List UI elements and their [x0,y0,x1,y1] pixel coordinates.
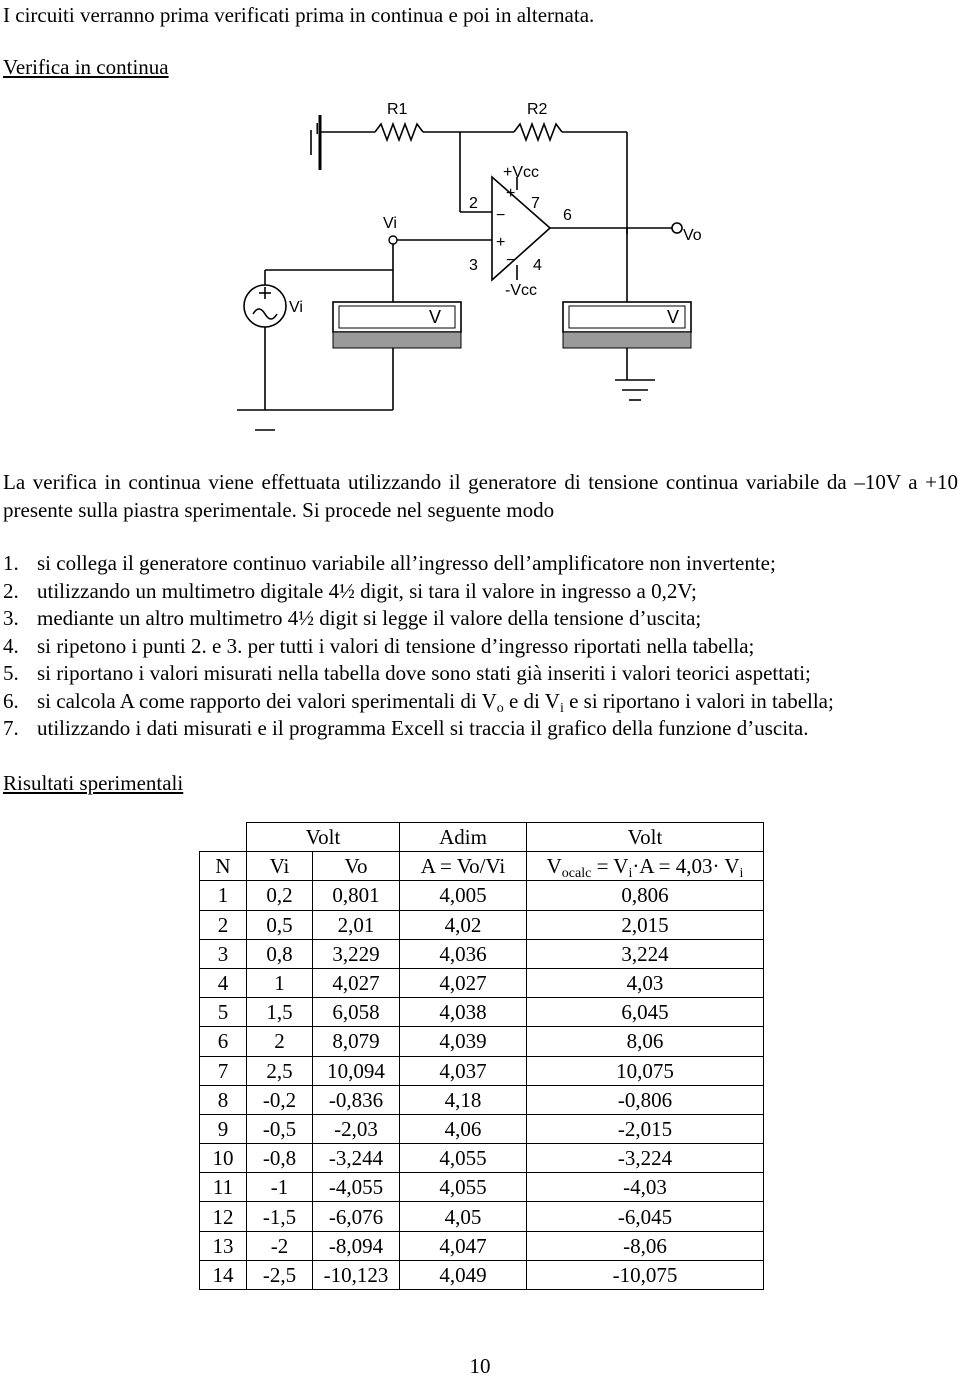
header-vcalc-formula: ·A = 4,03· V [632,854,740,879]
cell-n: 8 [200,1085,247,1114]
header-vcalc-v: V [546,854,562,879]
plus-top-sign: + [506,185,516,202]
cell-vcalc: -4,03 [527,1173,764,1202]
header-vi: Vi [247,852,313,881]
cell-a: 4,049 [400,1260,527,1289]
cell-a: 4,05 [400,1202,527,1231]
cell-n: 12 [200,1202,247,1231]
header-a: A = Vo/Vi [400,852,527,881]
cell-a: 4,055 [400,1144,527,1173]
step-number: 7. [3,716,19,740]
table-body [200,881,764,1290]
table-row [200,1056,764,1085]
intro-text: I circuiti verranno prima verificati prima in continua e poi in alternata. [3,3,595,27]
cell-vcalc: 0,806 [527,881,764,910]
page-number: 10 [469,1354,491,1378]
cell-vi: 0,5 [247,910,313,939]
table-row [200,1027,764,1056]
list-item [3,660,834,688]
header-vcalc-eq: = V [591,854,629,879]
units-row [200,823,764,852]
table-row [200,1173,764,1202]
step-number: 5. [3,661,19,685]
cell-n: 9 [200,1114,247,1143]
cell-vo: 8,079 [313,1027,400,1056]
table-row [200,881,764,910]
vcc-pos-label: +Vcc [503,164,540,181]
results-heading: Risultati sperimentali [3,771,184,795]
cell-vo: -2,03 [313,1114,400,1143]
cell-vcalc: -0,806 [527,1085,764,1114]
list-item [3,605,834,633]
list-item [3,715,834,743]
cell-vi: -2 [247,1231,313,1260]
minus-input-sign: − [496,207,506,224]
unit-volt-output: Volt [527,823,764,852]
pin4-label: 4 [533,257,542,274]
cell-vo: 6,058 [313,998,400,1027]
cell-vo: -10,123 [313,1260,400,1289]
cell-vo: 10,094 [313,1056,400,1085]
cell-a: 4,037 [400,1056,527,1085]
cell-n: 7 [200,1056,247,1085]
pin2-label: 2 [469,195,478,212]
subscript: i [559,700,564,716]
cell-vo: -4,055 [313,1173,400,1202]
step-text: utilizzando un multimetro digitale 4½ digit, si tara il valore in ingresso a 0,2V; [37,578,697,603]
cell-vi: -1,5 [247,1202,313,1231]
cell-vi: 2,5 [247,1056,313,1085]
cell-vi: 0,2 [247,881,313,910]
cell-a: 4,02 [400,910,527,939]
cell-vi: -2,5 [247,1260,313,1289]
cell-vcalc: -8,06 [527,1231,764,1260]
section-heading-dc: Verifica in continua [3,55,169,79]
table-row [200,1085,764,1114]
cell-vi: -1 [247,1173,313,1202]
cell-vi: -0,2 [247,1085,313,1114]
subscript: o [496,700,504,716]
cell-n: 4 [200,968,247,997]
step-text: si riportano i valori misurati nella tabella dove sono stati già inseriti i valori teorici aspettati; [37,661,811,685]
plus-input-sign: + [496,234,506,251]
cell-n: 3 [200,939,247,968]
pin3-label: 3 [469,257,478,274]
cell-vo: 4,027 [313,968,400,997]
cell-n: 11 [200,1173,247,1202]
cell-vi: 0,8 [247,939,313,968]
table-row [200,1231,764,1260]
vi-source-label: Vi [289,299,303,316]
step-number: 3. [3,606,19,630]
vcc-neg-label: -Vcc [505,282,537,299]
header-vcalc [527,852,764,881]
dc-paragraph: La verifica in continua viene effettuata utilizzando il generatore di tensione continua variabile da –10V a +10 presente sulla piastra sperimentale. Si procede nel seguente modo [3,470,958,522]
cell-a: 4,18 [400,1085,527,1114]
cell-a: 4,036 [400,939,527,968]
meter1-label: V [429,307,442,327]
subscript: i [628,866,633,882]
cell-vi: 2 [247,1027,313,1056]
table-row [200,1114,764,1143]
cell-a: 4,06 [400,1114,527,1143]
cell-vi: -0,5 [247,1114,313,1143]
cell-vi: 1,5 [247,998,313,1027]
procedure-list [3,550,834,743]
cell-a: 4,039 [400,1027,527,1056]
unit-volt-input: Volt [247,823,400,852]
subscript: i [739,866,744,882]
cell-n: 14 [200,1260,247,1289]
cell-a: 4,005 [400,881,527,910]
cell-vo: 0,801 [313,881,400,910]
empty-cell [200,823,247,852]
table-row [200,910,764,939]
step-number: 6. [3,688,19,713]
r1-label: R1 [387,101,408,118]
vi-node-label: Vi [383,215,397,232]
cell-vi: 1 [247,968,313,997]
cell-vo: -8,094 [313,1231,400,1260]
step-text: si calcola A come rapporto dei valori sperimentali di V [37,688,497,713]
header-row [200,852,764,881]
table-row [200,1144,764,1173]
cell-vcalc: 8,06 [527,1027,764,1056]
list-item [3,633,834,661]
meter2-label: V [667,307,680,327]
step-text: si ripetono i punti 2. e 3. per tutti i valori di tensione d’ingresso riportati nella tabella; [37,633,755,658]
cell-n: 2 [200,910,247,939]
cell-vcalc: -10,075 [527,1260,764,1289]
step-text: utilizzando i dati misurati e il programma Excell si traccia il grafico della funzione d’uscita. [37,716,809,740]
pin7-label: 7 [531,195,540,212]
subscript: ocalc [561,866,592,882]
cell-n: 5 [200,998,247,1027]
step-text: si collega il generatore continuo variabile all’ingresso dell’amplificatore non invertente; [37,551,776,575]
table-row [200,1202,764,1231]
cell-a: 4,027 [400,968,527,997]
list-item [3,688,834,716]
table-row [200,998,764,1027]
cell-a: 4,038 [400,998,527,1027]
cell-vcalc: -6,045 [527,1202,764,1231]
circuit-diagram [215,80,795,450]
step-number: 2. [3,578,19,603]
cell-n: 1 [200,881,247,910]
header-vo: Vo [313,852,400,881]
step-number: 1. [3,551,19,575]
results-table [199,822,764,1290]
cell-vo: 3,229 [313,939,400,968]
cell-vcalc: -2,015 [527,1114,764,1143]
cell-a: 4,047 [400,1231,527,1260]
unit-adim: Adim [400,823,527,852]
cell-vcalc: -3,224 [527,1144,764,1173]
step-text: e di V [503,688,560,713]
cell-vo: -3,244 [313,1144,400,1173]
header-n: N [200,852,247,881]
cell-n: 13 [200,1231,247,1260]
pin6-label: 6 [563,207,572,224]
cell-vcalc: 2,015 [527,910,764,939]
battery-label: I [315,121,320,138]
table-row [200,1260,764,1289]
cell-n: 6 [200,1027,247,1056]
minus-bottom-sign: − [506,252,516,269]
list-item [3,550,834,578]
step-text: mediante un altro multimetro 4½ digit si legge il valore della tensione d’uscita; [37,606,702,630]
list-item [3,578,834,606]
cell-vi: -0,8 [247,1144,313,1173]
cell-vo: 2,01 [313,910,400,939]
step-number: 4. [3,633,19,658]
cell-n: 10 [200,1144,247,1173]
cell-vo: -6,076 [313,1202,400,1231]
cell-vcalc: 4,03 [527,968,764,997]
cell-a: 4,055 [400,1173,527,1202]
r2-label: R2 [527,101,548,118]
table-row [200,939,764,968]
table-row [200,968,764,997]
cell-vcalc: 10,075 [527,1056,764,1085]
cell-vcalc: 3,224 [527,939,764,968]
cell-vo: -0,836 [313,1085,400,1114]
cell-vcalc: 6,045 [527,998,764,1027]
step-text: e si riportano i valori in tabella; [563,688,834,713]
vo-label: Vo [683,227,702,244]
